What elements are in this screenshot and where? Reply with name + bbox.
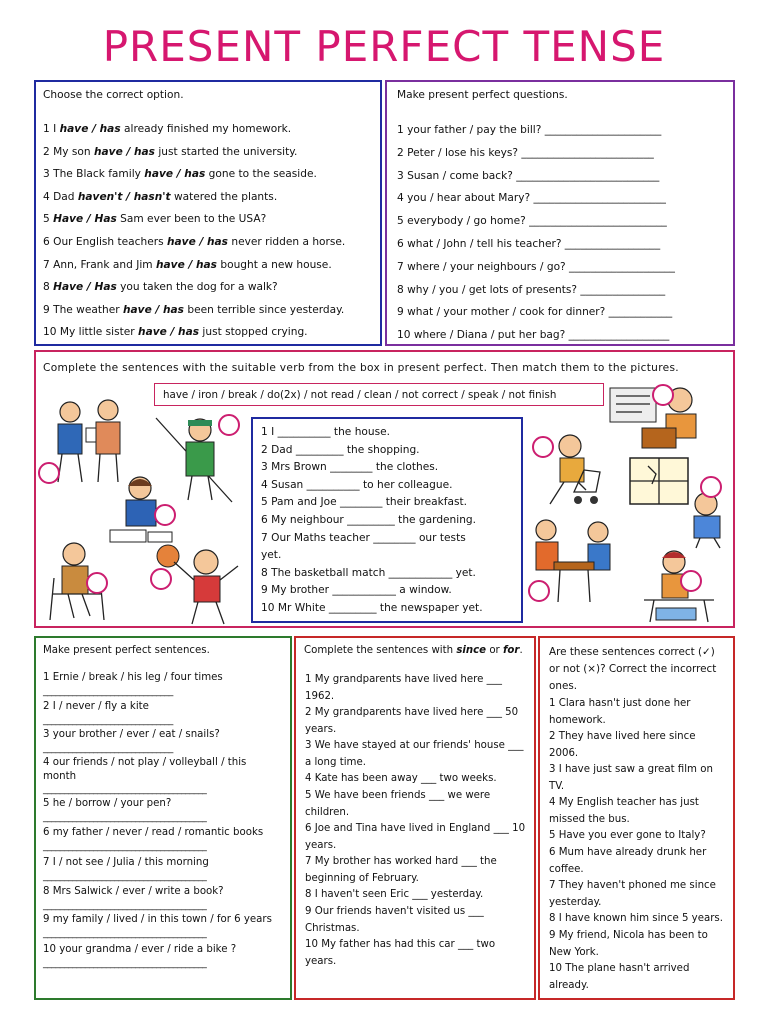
match-pictures-section (34, 350, 735, 628)
option-choice[interactable]: have / has (122, 303, 184, 316)
item-text: Sam ever been to the USA? (116, 213, 267, 226)
section-heading (304, 644, 523, 658)
page-title: PRESENT PERFECT TENSE (102, 22, 666, 71)
fill-sentence[interactable]: 9 My brother ____________ a window. (261, 584, 452, 597)
exercise-item (43, 258, 332, 272)
option-choice[interactable]: Have / Has (53, 213, 117, 226)
option-choice[interactable]: have / has (138, 326, 200, 339)
item-text: you taken the dog for a walk? (116, 281, 278, 294)
correction-sentence[interactable]: 3 I have just saw a great film on TV. (549, 764, 713, 792)
broken-window-illustration (626, 454, 736, 550)
verb-box-text: have / iron / break / do(2x) / not read / clean / not correct / speak / not finish (163, 389, 557, 401)
make-sentences-section (34, 636, 292, 1000)
exercise-item (43, 235, 345, 249)
correct-sentences-section (538, 636, 735, 1000)
question-item[interactable]: 8 why / you / get lots of presents? ________________ (397, 283, 666, 296)
item-text: never ridden a horse. (228, 236, 346, 248)
prompt-text: 8 Mrs Salwick / ever / write a book? (43, 886, 224, 897)
since-for-sentence[interactable]: 6 Joe and Tina have lived in England ___ 10 years. (305, 823, 526, 851)
question-item[interactable]: 10 where / Diana / put her bag? ___________________ (397, 329, 670, 342)
question-item[interactable]: 2 Peter / lose his keys? _________________________ (397, 146, 654, 159)
picture-answer-circle[interactable] (150, 568, 172, 590)
choose-option-section (34, 80, 382, 346)
item-text: 1 I (43, 123, 60, 135)
picture-answer-circle[interactable] (532, 436, 554, 458)
fill-sentence[interactable]: 6 My neighbour _________ the gardening. (261, 514, 477, 526)
fill-sentence[interactable]: 4 Susan __________ to her colleague. (261, 478, 453, 491)
answer-line[interactable]: _______________________________________ (43, 958, 207, 969)
heading-text: or (486, 645, 503, 656)
option-choice[interactable]: have / has (144, 168, 206, 181)
question-item[interactable]: 7 where / your neighbours / go? ____________________ (397, 260, 675, 273)
answer-line[interactable]: _______________________________________ (43, 812, 207, 823)
since-for-section (294, 636, 536, 1000)
answer-line[interactable]: _______________________________________ (43, 841, 207, 852)
item-text: watered the plants. (170, 190, 278, 203)
correction-sentence[interactable]: 6 Mum have already drunk her coffee. (549, 847, 707, 875)
fill-sentence[interactable]: 5 Pam and Joe ________ their breakfast. (261, 496, 468, 509)
fill-sentence[interactable]: yet. (261, 549, 282, 562)
item-text: 9 The weather (43, 303, 123, 316)
question-item[interactable]: 3 Susan / come back? ___________________________ (397, 169, 660, 182)
item-text: 3 The Black family (43, 168, 145, 181)
prompt-text: 10 your grandma / ever / ride a bike ? (43, 944, 237, 955)
item-text: bought a new house. (217, 258, 332, 271)
correction-sentence[interactable]: 2 They have lived here since 2006. (549, 731, 696, 759)
exercise-item (43, 212, 266, 226)
correction-sentence[interactable]: 1 Clara hasn't just done her homework. (549, 698, 691, 726)
since-for-sentence[interactable]: 3 We have stayed at our friends' house ___ a long time. (305, 740, 524, 768)
prompt-text: 4 our friends / not play / volleyball / this month (43, 757, 247, 782)
answer-line[interactable]: _______________________________________ (43, 784, 207, 795)
answer-line[interactable]: _______________________________ (43, 686, 173, 697)
fill-sentence[interactable]: 7 Our Maths teacher ________ our tests (261, 531, 466, 544)
exercise-item (43, 122, 291, 136)
since-for-sentence[interactable]: 2 My grandparents have lived here ___ 50 years. (305, 707, 519, 735)
for-word: for (502, 645, 520, 656)
item-text: already finished my homework. (120, 123, 292, 135)
section-heading: Choose the correct option. (43, 89, 184, 101)
correction-sentence[interactable]: 10 The plane hasn't arrived already. (549, 963, 690, 991)
since-for-sentence[interactable]: 5 We have been friends ___ we were children. (305, 790, 491, 818)
prompt-text: 3 your brother / ever / eat / snails? (43, 729, 220, 740)
woman-ironing-illustration (634, 548, 724, 626)
since-for-sentence[interactable]: 9 Our friends haven't visited us ___ Christmas. (305, 906, 484, 934)
since-for-sentence[interactable]: 10 My father has had this car ___ two years. (305, 939, 496, 967)
answer-line[interactable]: _______________________________________ (43, 871, 207, 882)
section-heading: Make present perfect questions. (397, 89, 568, 101)
section-heading: Make present perfect sentences. (43, 645, 210, 656)
picture-answer-circle[interactable] (652, 384, 674, 406)
correction-sentence[interactable]: 9 My friend, Nicola has been to New York. (549, 930, 708, 958)
sentence-box (251, 417, 523, 623)
section-heading: Complete the sentences with the suitable verb from the box in present perfect. Then match them to the pictures. (43, 362, 679, 374)
option-choice[interactable]: Have / Has (53, 281, 117, 294)
picture-answer-circle[interactable] (154, 504, 176, 526)
correction-sentence[interactable]: 7 They haven't phoned me since yesterday. (549, 880, 716, 908)
item-text: just stopped crying. (199, 326, 308, 339)
picture-answer-circle[interactable] (680, 570, 702, 592)
exercise-item (43, 167, 317, 181)
questions-section (385, 80, 735, 346)
exercise-item (43, 190, 277, 204)
since-for-sentence[interactable]: 7 My brother has worked hard ___ the beginning of February. (305, 856, 497, 884)
item-text: 7 Ann, Frank and Jim (43, 258, 156, 271)
item-text: 4 Dad (43, 190, 78, 203)
verb-box (154, 383, 604, 406)
exercise-item (43, 303, 344, 317)
answer-line[interactable]: _______________________________________ (43, 928, 207, 939)
option-choice[interactable]: have / has (93, 145, 155, 158)
since-for-sentence[interactable]: 4 Kate has been away ___ two weeks. (305, 773, 497, 784)
prompt-text: 1 Ernie / break / his leg / four times (43, 672, 223, 683)
item-text: 6 Our English teachers (43, 236, 167, 248)
item-text: 8 (43, 281, 54, 294)
answer-line[interactable]: _______________________________ (43, 743, 173, 754)
fill-sentence[interactable]: 10 Mr White _________ the newspaper yet. (261, 602, 483, 614)
option-choice[interactable]: have / has (166, 236, 228, 248)
item-text: 10 My little sister (43, 326, 139, 339)
answer-line[interactable]: _______________________________________ (43, 900, 207, 911)
picture-answer-circle[interactable] (86, 572, 108, 594)
fill-sentence[interactable]: 2 Dad _________ the shopping. (261, 443, 420, 456)
item-text: 5 (43, 213, 54, 226)
fill-sentence[interactable]: 1 I __________ the house. (261, 426, 391, 438)
exercise-item (43, 280, 278, 294)
heading-text: . (519, 645, 523, 656)
since-for-sentence[interactable]: 1 My grandparents have lived here ___ 1962. (305, 674, 502, 702)
question-item[interactable]: 9 what / your mother / cook for dinner? ____________ (397, 306, 673, 319)
option-choice[interactable]: have / has (155, 258, 217, 271)
question-item[interactable]: 1 your father / pay the bill? ______________________ (397, 124, 662, 136)
picture-answer-circle[interactable] (38, 462, 60, 484)
since-for-sentence[interactable]: 8 I haven't seen Eric ___ yesterday. (305, 889, 484, 900)
question-item[interactable]: 5 everybody / go home? __________________________ (397, 215, 667, 228)
option-choice[interactable]: have / has (59, 123, 121, 135)
question-item[interactable]: 4 you / hear about Mary? _________________________ (397, 192, 666, 205)
prompt-text: 9 my family / lived / in this town / for 6 years (43, 914, 272, 925)
picture-answer-circle[interactable] (528, 580, 550, 602)
fill-sentence[interactable]: 3 Mrs Brown ________ the clothes. (261, 461, 439, 474)
picture-answer-circle[interactable] (218, 414, 240, 436)
teacher-in-chair-illustration (40, 538, 120, 624)
picture-answer-circle[interactable] (700, 476, 722, 498)
correction-sentence[interactable]: 4 My English teacher has just missed the bus. (549, 797, 699, 825)
answer-line[interactable]: _______________________________ (43, 715, 173, 726)
item-text: 2 My son (43, 145, 94, 158)
prompt-text: 6 my father / never / read / romantic books (43, 827, 264, 838)
section-heading: Are these sentences correct (✓) or not (×)? Correct the incorrect ones. (549, 646, 717, 692)
exercise-item (43, 145, 297, 159)
item-text: just started the university. (155, 145, 298, 158)
option-choice[interactable]: haven't / hasn't (77, 190, 171, 203)
prompt-text: 2 I / never / fly a kite (43, 701, 149, 712)
item-text: gone to the seaside. (205, 168, 317, 181)
exercise-item (43, 325, 308, 339)
fill-sentence[interactable]: 8 The basketball match ____________ yet. (261, 566, 476, 579)
question-item[interactable]: 6 what / John / tell his teacher? __________________ (397, 238, 661, 250)
prompt-text: 7 I / not see / Julia / this morning (43, 857, 209, 868)
prompt-text: 5 he / borrow / your pen? (43, 798, 172, 809)
correction-sentence[interactable]: 8 I have known him since 5 years. (549, 913, 723, 924)
correction-sentence[interactable]: 5 Have you ever gone to Italy? (549, 830, 706, 841)
heading-text: Complete the sentences with (304, 645, 457, 656)
since-word: since (456, 645, 487, 656)
item-text: been terrible since yesterday. (184, 303, 345, 316)
